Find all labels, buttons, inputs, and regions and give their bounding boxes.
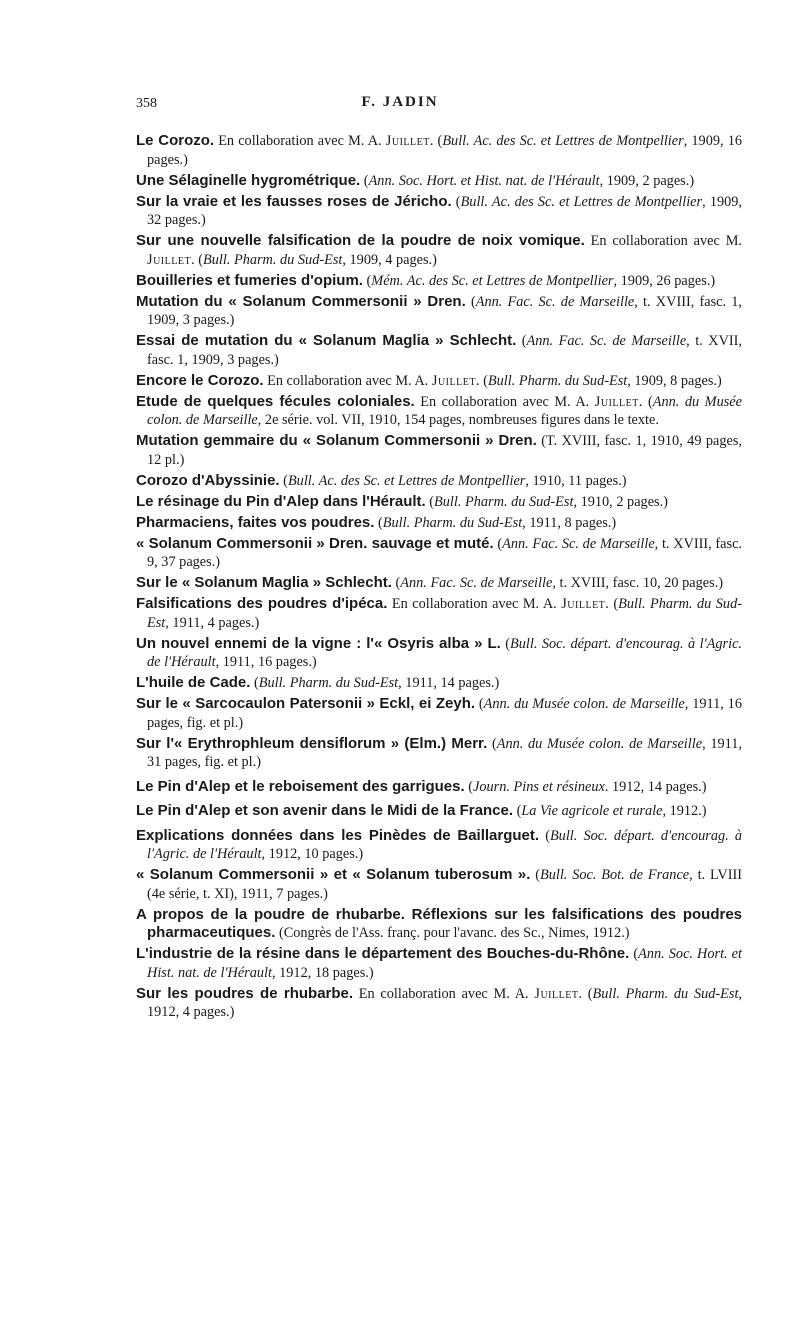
entry-text: ( [391,575,401,591]
entry-details: , t. XVII, fasc. 1, 1909, 3 pages.) [147,333,742,368]
entry-text: ( [425,493,435,510]
entry-text: . ( [429,133,443,149]
entry-title: Sur la vraie et les fausses roses de Jéricho. [136,192,452,210]
entry-title: Sur le « Sarcocaulon Patersonii » Eckl, ei Zeyh. [136,695,476,712]
bibliography-entry [136,232,742,269]
entry-details: , 1911, 16 pages.) [215,654,317,670]
entry-title: Explications données dans les Pinèdes de Baillarguet. [136,826,540,844]
bibliography-entry [136,393,742,430]
entry-text: En collaboration avec M. A. [263,372,432,389]
entry-title: Le Pin d'Alep et son avenir dans le Midi de la France. [136,802,513,819]
entry-text: ( [465,293,476,310]
entry-title: Sur l'« Erythrophleum densiflorum » (Elm.) Merr. [136,734,488,752]
entry-coauthor: Juillet [431,372,476,389]
bibliography-entry [136,132,742,169]
entry-source: Bull. Ac. des Sc. et Lettres de Montpellier [442,133,684,149]
entry-text: . ( [638,393,653,410]
bibliography-entry [136,985,742,1022]
entry-details: , 1911, 31 pages, fig. et pl.) [147,735,742,770]
entry-title: Sur une nouvelle falsification de la poudre de noix vomique. [136,232,585,249]
bibliography-entry [136,574,742,593]
entry-coauthor: Juillet [561,596,606,612]
bibliography-entry [136,514,742,533]
entry-details: , 1909, 26 pages.) [613,272,716,289]
entry-text: ( [451,193,461,210]
running-head: F. JADIN [361,94,439,110]
entry-details: , 1912, 18 pages.) [271,964,374,981]
bibliography-entry [136,172,742,191]
bibliography-entry [136,695,742,732]
entry-details: , 1911, 8 pages.) [522,514,617,531]
entry-title: Etude de quelques fécules coloniales. [136,392,415,410]
entry-text: ( [360,172,369,189]
entry-text: ( [250,675,259,691]
entry-details: , 1912, 4 pages.) [147,985,742,1020]
entry-text: ( [493,535,503,552]
bibliography-entry [136,332,742,369]
entry-title: Sur le « Solanum Maglia » Schlecht. [136,574,392,591]
entry-coauthor: Juillet [147,251,192,268]
entry-title: Pharmaciens, faites vos poudres. [136,513,375,531]
entry-text: (T. XVIII, fasc. 1, 1910, 49 pages, 12 pl.) [147,433,742,468]
bibliography-entry [136,906,742,943]
bibliography-entry [136,945,742,982]
entry-text: ( [539,827,550,844]
entry-title: Falsifications des poudres d'ipéca. [136,595,388,612]
bibliography-entry [136,802,742,821]
entry-details: , 2e série. vol. VII, 1910, 154 pages, nombreuses figures dans le texte. [257,412,659,428]
entry-text: En collaboration avec M. [584,233,742,249]
entry-source: Bull. Ac. des Sc. et Lettres de Montpellier [460,193,703,210]
entry-title: Mutation gemmaire du « Solanum Commersonii » Dren. [136,432,537,449]
entry-text: ( [516,333,527,349]
entry-coauthor: Juillet [534,985,579,1002]
entry-source: Bull. Pharm. du Sud-Est [202,251,343,268]
entry-coauthor: Juillet [385,133,430,149]
bibliography-entry [136,635,742,672]
bibliography-entry [136,778,742,797]
entry-details: , t. XVIII, fasc. 10, 20 pages.) [552,575,724,591]
bibliography-entry [136,272,742,291]
bibliography-entry [136,293,742,330]
entry-text: . ( [578,985,593,1002]
entry-title: Bouilleries et fumeries d'opium. [136,271,363,289]
entry-text: ( [362,272,372,289]
bibliography-entry [136,472,742,491]
entry-source: Bull. Ac. des Sc. et Lettres de Montpellier [287,472,526,489]
entry-details: , 1909, 8 pages.) [627,372,722,389]
entry-source: Bull. Pharm. du Sud-Est [592,985,739,1002]
entry-source: Ann. Fac. Sc. de Marseille [502,535,655,552]
entry-title: Essai de mutation du « Solanum Maglia » Schlecht. [136,332,517,349]
entry-text: En collaboration avec M. A. [387,596,562,612]
bibliography-entry [136,827,742,864]
entry-title: Le résinage du Pin d'Alep dans l'Hérault. [136,492,426,510]
bibliography-entry [136,674,742,693]
entry-source: Ann. Fac. Sc. de Marseille [475,293,635,310]
page-number: 358 [136,96,157,111]
bibliography-entry [136,432,742,469]
entry-coauthor: Juillet [594,393,639,410]
entry-title: Sur les poudres de rhubarbe. [136,984,354,1002]
entry-text: ( [279,472,288,489]
entry-title: Le Pin d'Alep et le reboisement des garrigues. [136,777,465,795]
entry-details: . 1912, 14 pages.) [604,778,707,795]
entry-text: ( [500,635,511,652]
entry-text: En collaboration avec M. A. [353,985,535,1002]
entry-source: Bull. Pharm. du Sud-Est [434,493,574,510]
entry-source: Ann. du Musée colon. de Marseille [483,696,685,712]
entry-title: « Solanum Commersonii » Dren. sauvage et muté. [136,534,494,552]
entry-title: Le Corozo. [136,132,215,149]
entry-source: Bull. Soc. départ. d'encourag. à l'Agric. de l'Hérault [147,635,742,670]
entry-details: , 1909, 4 pages.) [342,251,437,268]
entry-source: Mém. Ac. des Sc. et Lettres de Montpellier [371,272,614,289]
entry-text: ( [530,867,540,883]
bibliography-entry [136,535,742,572]
entry-source: Ann. Fac. Sc. de Marseille [526,333,687,349]
bibliography-list [136,132,742,1024]
entry-title: Encore le Corozo. [136,371,264,389]
entry-details: , 1909, 2 pages.) [599,172,695,189]
entry-title: A propos de la poudre de rhubarbe. Réflexions sur les falsifications des poudres pharmaceutiques. [136,905,742,941]
entry-title: Une Sélaginelle hygrométrique. [136,171,361,189]
entry-title: Mutation du « Solanum Commersonii » Dren. [136,292,466,310]
entry-text: ( [487,735,497,752]
entry-details: , 1911, 4 pages.) [165,614,260,631]
entry-text: ( [464,778,474,795]
entry-details: , 1910, 11 pages.) [525,472,627,489]
entry-title: L'industrie de la résine dans le département des Bouches-du-Rhône. [136,945,630,962]
entry-details: , 1910, 2 pages.) [573,493,668,510]
entry-text: En collaboration avec M. A. [214,133,386,149]
entry-source: Bull. Soc. Bot. de France [539,867,690,883]
entry-source: Bull. Pharm. du Sud-Est [382,514,523,531]
entry-title: L'huile de Cade. [136,674,251,691]
entry-source: La Vie agricole et rurale [521,803,663,819]
entry-source: Bull. Pharm. du Sud-Est [147,596,742,631]
bibliography-entry [136,372,742,391]
entry-source: Ann. Soc. Hort. et Hist. nat. de l'Hérault [368,172,600,189]
entry-text: . ( [605,596,619,612]
entry-title: « Solanum Commersonii » et « Solanum tuberosum ». [136,866,531,883]
entry-source: Ann. du Musée colon. de Marseille [496,735,703,752]
bibliography-entry [136,193,742,230]
entry-text: (Congrès de l'Ass. franç. pour l'avanc. des Sc., Nimes, 1912.) [275,925,630,941]
entry-source: Ann. du Musée colon. de Marseille [147,393,742,428]
entry-title: Corozo d'Abyssinie. [136,471,280,489]
entry-details: , 1912, 10 pages.) [261,846,364,862]
entry-text: En collaboration avec M. A. [414,393,595,410]
entry-source: Bull. Soc. départ. d'encourag. à l'Agric. de l'Hérault [147,827,742,862]
entry-source: Ann. Fac. Sc. de Marseille [400,575,553,591]
entry-source: Bull. Pharm. du Sud-Est [258,675,399,691]
entry-text: ( [513,803,522,819]
bibliography-entry [136,735,742,772]
entry-title: Un nouvel ennemi de la vigne : l'« Osyris alba » L. [136,634,501,652]
entry-source: Journ. Pins et résineux [473,778,605,795]
entry-text: ( [629,946,639,962]
entry-text: ( [374,514,383,531]
entry-details: , 1911, 14 pages.) [398,675,500,691]
entry-details: , t. XVIII, fasc. 9, 37 pages.) [147,535,742,570]
entry-source: Bull. Pharm. du Sud-Est [487,372,628,389]
entry-source: Ann. Soc. Hort. et Hist. nat. de l'Hérault [147,946,742,981]
entry-text: . ( [191,251,203,268]
entry-details: , 1909, 16 pages.) [147,133,743,168]
entry-details: , t. XVIII, fasc. 1, 1909, 3 pages.) [147,293,742,328]
entry-details: , 1911, 16 pages, fig. et pl.) [147,696,742,731]
entry-details: , 1909, 32 pages.) [147,193,742,228]
entry-text: . ( [475,372,488,389]
bibliography-entry [136,595,742,632]
entry-details: , t. LVIII (4e série, t. XI), 1911, 7 pages.) [147,867,742,902]
entry-details: , 1912.) [662,803,707,819]
entry-text: ( [475,696,484,712]
bibliography-entry [136,866,742,903]
bibliography-entry [136,493,742,512]
